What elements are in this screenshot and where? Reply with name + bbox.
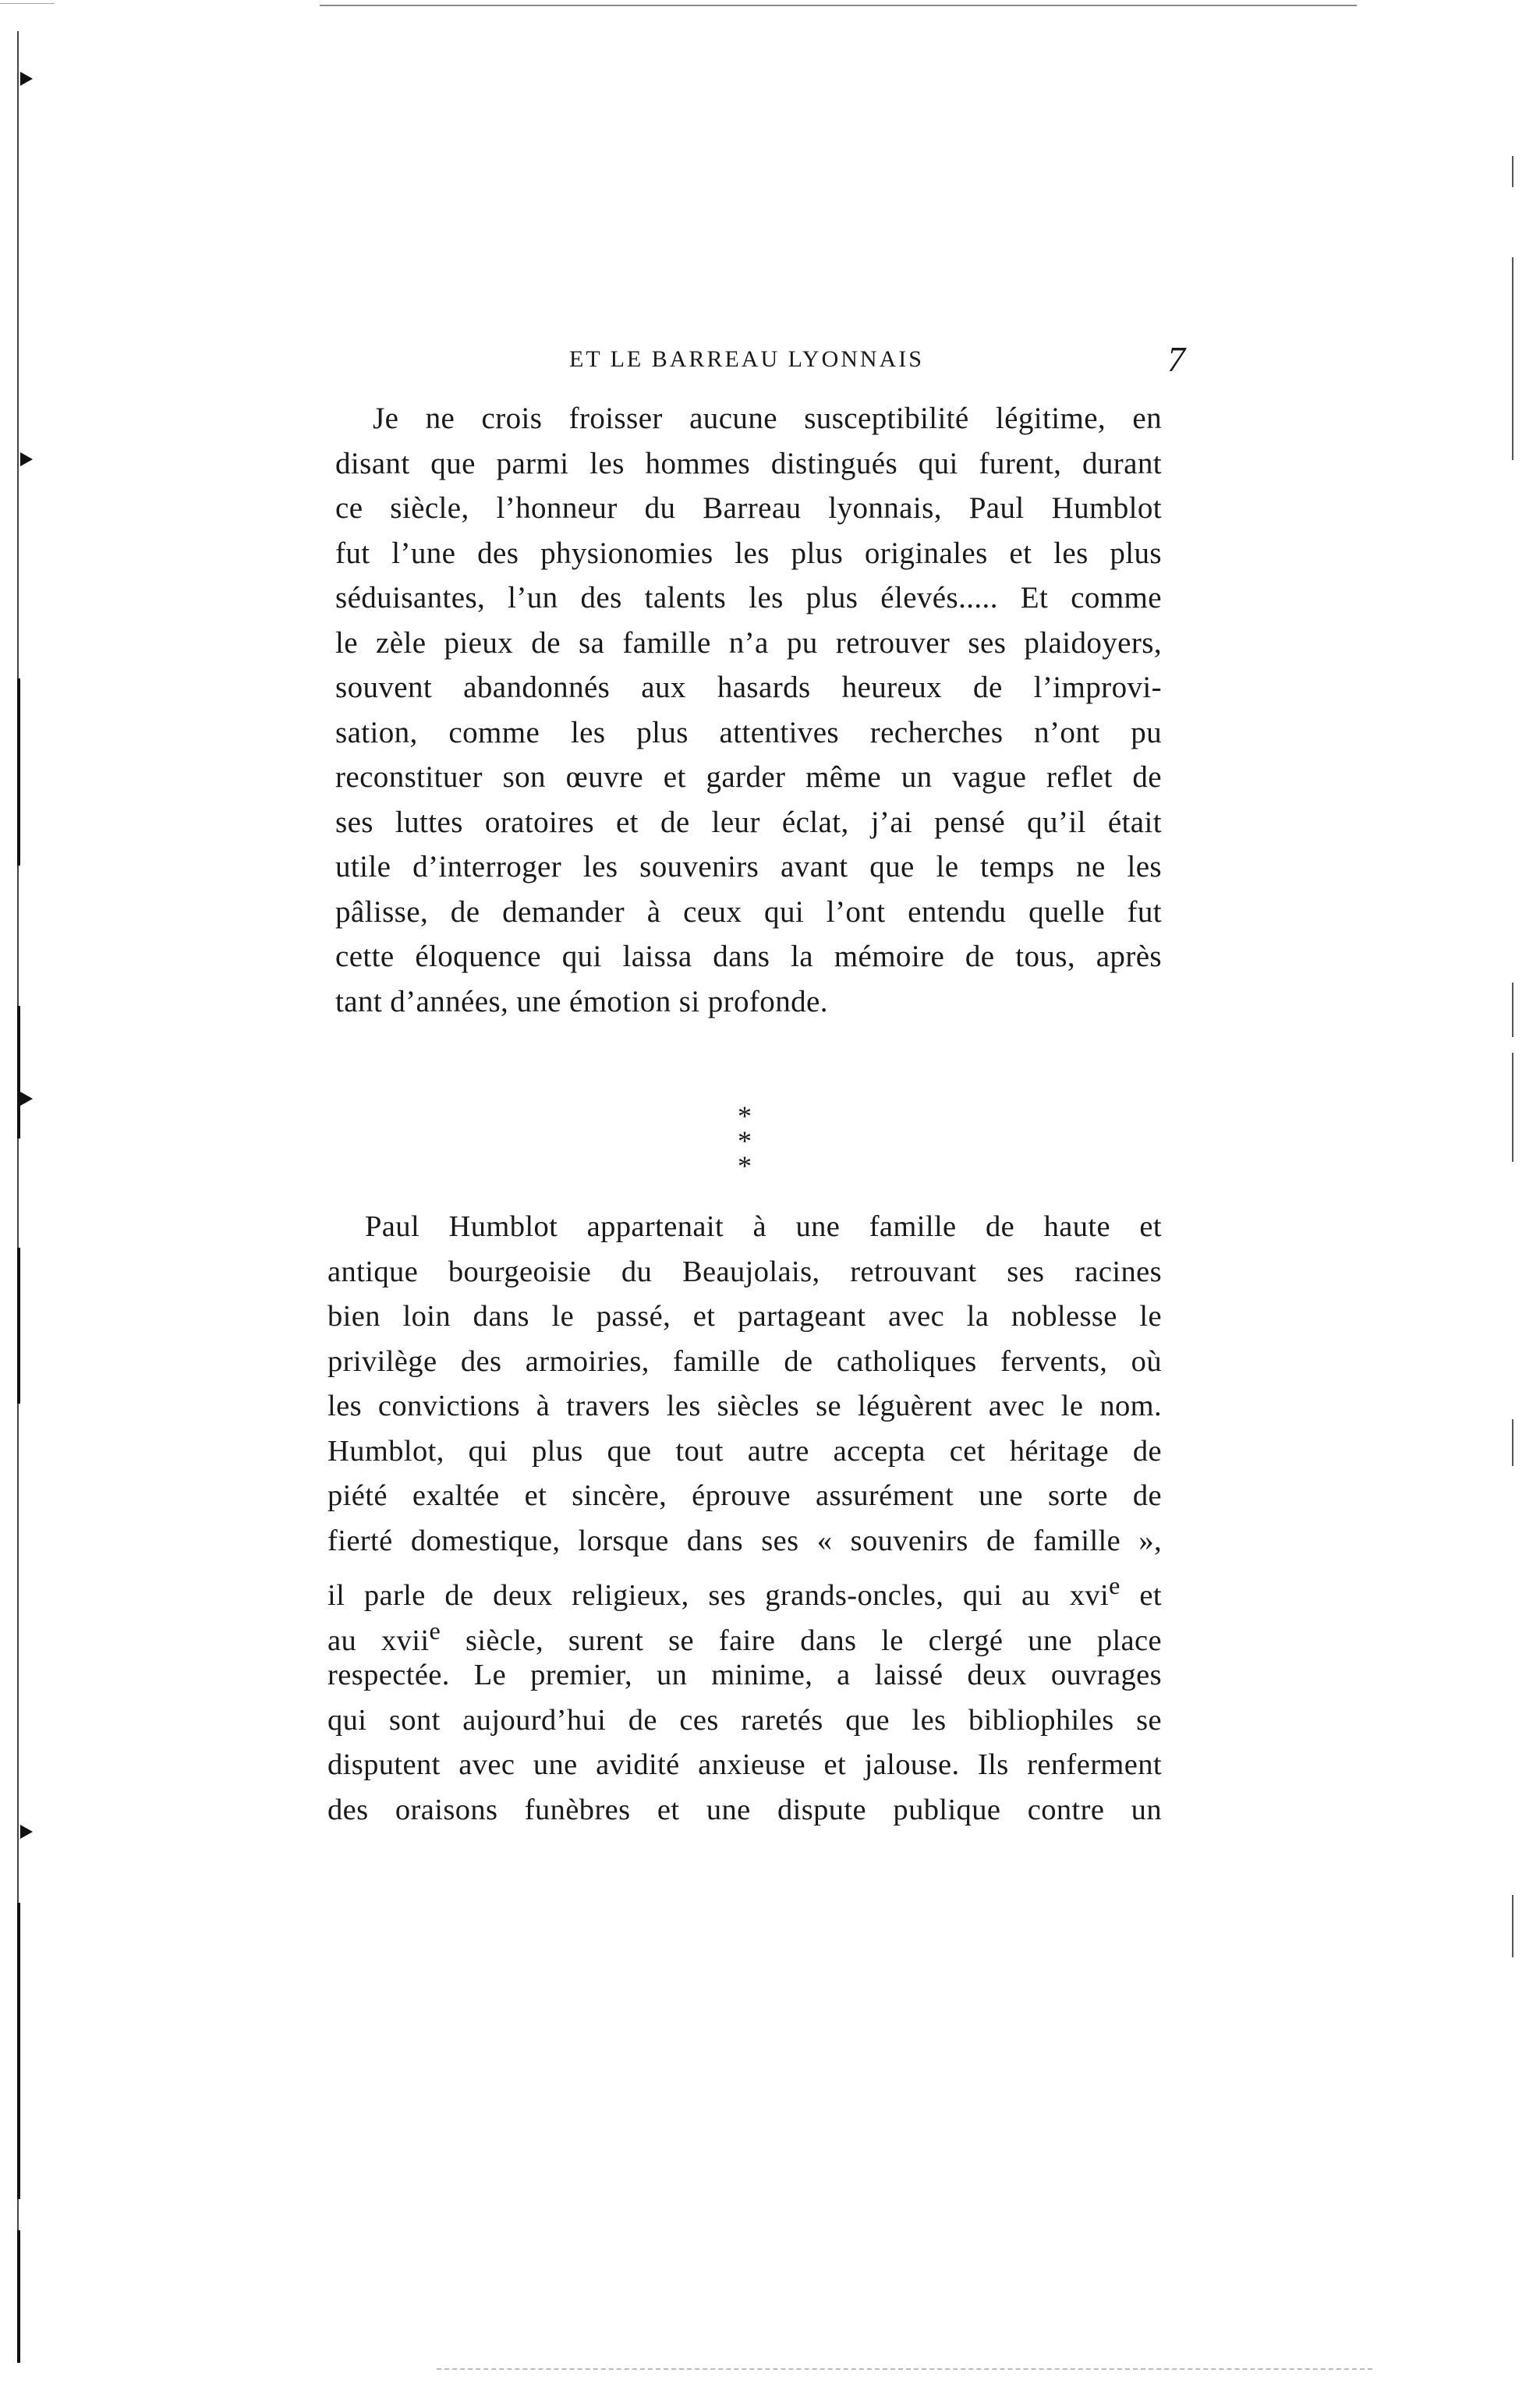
text-line: fierté domestique, lorsque dans ses « souvenirs de famille », — [327, 1524, 1162, 1557]
page-number: 7 — [1167, 339, 1185, 379]
text-line: reconstituer son œuvre et garder même un vague reflet de — [335, 760, 1162, 794]
text-line: privilège des armoiries, famille de catholiques fervents, où — [327, 1344, 1162, 1378]
text-line: cette éloquence qui laissa dans la mémoire de tous, après — [335, 940, 1162, 973]
asterism-bottom: * * — [738, 1125, 766, 1181]
scan-artifact-right-edge — [1512, 156, 1513, 187]
text-line: au xvii$^e$ siècle, surent se faire dans le clergé une place — [327, 1616, 1163, 1657]
scan-artifact-left-edge-dark — [17, 1006, 20, 1139]
text-line: disputent avec une avidité anxieuse et jalouse. Ils renferment — [327, 1748, 1162, 1781]
text-line: Humblot, qui plus que tout autre accepta cet héritage de — [327, 1434, 1162, 1468]
text-line: séduisantes, l’un des talents les plus élevés..... Et comme — [335, 581, 1162, 614]
scan-artifact-top-left — [0, 3, 55, 4]
scan-artifact-right-edge — [1512, 1895, 1513, 1957]
text-line: qui sont aujourd’hui de ces raretés que les bibliophiles se — [327, 1703, 1162, 1737]
scan-arrow-mark — [20, 72, 33, 86]
scan-artifact-right-edge — [1512, 1419, 1513, 1466]
scan-artifact-right-edge — [1512, 257, 1513, 460]
scan-artifact-bottom-line — [437, 2368, 1372, 2371]
running-head — [335, 339, 1185, 390]
text-line: ses luttes oratoires et de leur éclat, j’ai pensé qu’il était — [335, 805, 1162, 839]
text-line: souvent abandonnés aux hasards heureux de l’improvi- — [335, 671, 1162, 704]
text-line: sation, comme les plus attentives recherches n’ont pu — [335, 715, 1162, 749]
asterism-top: * — [738, 1100, 752, 1131]
text-line: tant d’années, une émotion si profonde. — [335, 984, 828, 1018]
superscript: e — [1109, 1571, 1120, 1599]
scan-arrow-mark — [20, 1825, 33, 1839]
text-line: les convictions à travers les siècles se léguèrent avec le nom. — [327, 1390, 1162, 1422]
scan-artifact-left-edge-dark — [17, 1903, 20, 2199]
paragraph-1 — [335, 396, 1162, 1024]
text-line: ce siècle, l’honneur du Barreau lyonnais, Paul Humblot — [335, 491, 1162, 525]
scan-arrow-mark — [20, 1092, 33, 1106]
text-line: le zèle pieux de sa famille n’a pu retrouver ses plaidoyers, — [335, 625, 1162, 660]
paragraph-2 — [327, 1205, 1162, 1833]
text-line: respectée. Le premier, un minime, a laissé deux ouvrages — [327, 1659, 1162, 1691]
scan-artifact-left-edge-dark — [17, 2230, 20, 2363]
running-title: ET LE BARREAU LYONNAIS — [569, 346, 924, 372]
section-separator-asterism — [702, 1100, 788, 1181]
text-line: utile d’interroger les souvenirs avant que le temps ne les — [335, 850, 1162, 884]
text-line: antique bourgeoisie du Beaujolais, retrouvant ses racines — [327, 1255, 1162, 1288]
scan-artifact-left-edge-dark — [17, 1248, 20, 1404]
scan-arrow-mark — [20, 452, 33, 466]
text-line: Paul Humblot appartenait à une famille de haute et — [365, 1210, 1162, 1243]
text-line: des oraisons funèbres et une dispute publique contre un — [327, 1793, 1162, 1826]
scan-artifact-right-edge — [1512, 983, 1513, 1037]
scan-artifact-left-edge-dark — [17, 678, 20, 866]
scan-artifact-top-line — [320, 5, 1357, 6]
scan-artifact-right-edge — [1512, 1053, 1513, 1162]
text-line: il parle de deux religieux, ses grands-oncles, qui au xvi$^e$ et — [327, 1571, 1162, 1612]
text-line: fut l’une des physionomies les plus originales et les plus — [335, 536, 1162, 570]
text-line: Je ne crois froisser aucune susceptibilité légitime, en — [373, 402, 1162, 435]
text-line: disant que parmi les hommes distingués qui furent, durant — [335, 446, 1162, 480]
text-line: bien loin dans le passé, et partageant avec la noblesse le — [327, 1300, 1162, 1333]
superscript: e — [429, 1616, 441, 1645]
text-line: piété exaltée et sincère, éprouve assurément une sorte de — [327, 1479, 1162, 1512]
text-line: pâlisse, de demander à ceux qui l’ont entendu quelle fut — [335, 894, 1162, 929]
